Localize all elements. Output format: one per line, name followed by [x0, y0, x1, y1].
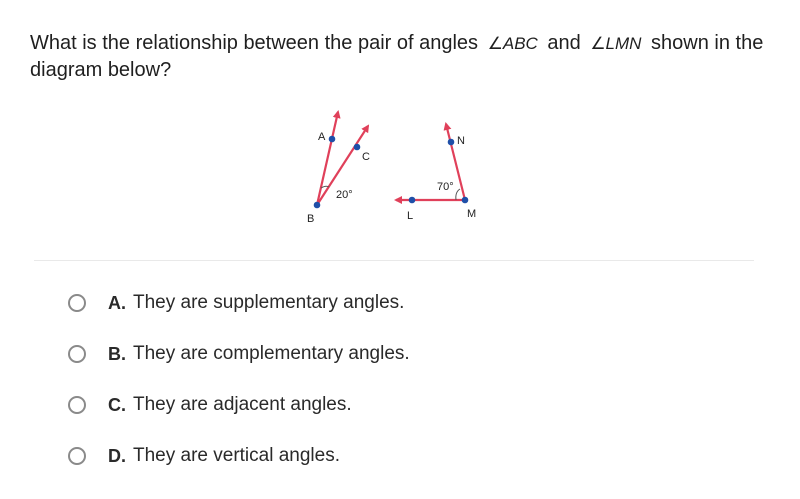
- label-l: L: [407, 210, 414, 222]
- option-a-text: They are supplementary angles.: [133, 292, 405, 313]
- point-b: [314, 202, 321, 209]
- point-m: [462, 197, 469, 204]
- option-c-letter: C.: [108, 394, 126, 415]
- option-b[interactable]: [68, 341, 410, 367]
- option-c-text: They are adjacent angles.: [133, 394, 352, 415]
- angle-abc-measure: 20°: [336, 189, 353, 201]
- angle-lmn-measure: 70°: [437, 181, 454, 193]
- option-d-text: They are vertical angles.: [133, 445, 340, 466]
- angle-diagram: [290, 108, 510, 234]
- question-part1: What is the relationship between the pair of angles: [30, 32, 479, 54]
- label-a: A: [318, 131, 326, 143]
- label-c: C: [362, 151, 370, 163]
- angle-abc-figure: [307, 112, 370, 225]
- option-a[interactable]: [68, 290, 410, 316]
- option-b-letter: B.: [108, 343, 126, 364]
- point-n: [448, 139, 455, 146]
- label-n: N: [457, 135, 465, 147]
- angle-lmn-figure: [396, 124, 476, 222]
- option-b-text: They are complementary angles.: [133, 343, 410, 364]
- radio-button-c[interactable]: [68, 396, 86, 414]
- option-c[interactable]: [68, 392, 410, 418]
- radio-button-d[interactable]: [68, 447, 86, 465]
- divider: [34, 260, 754, 261]
- angle-lmn-label: ∠LMN: [590, 34, 642, 53]
- answer-options: [68, 290, 410, 494]
- label-m: M: [467, 208, 477, 220]
- question-text: [30, 30, 770, 83]
- radio-button-a[interactable]: [68, 294, 86, 312]
- option-a-letter: A.: [108, 292, 126, 313]
- point-c: [354, 144, 361, 151]
- point-a: [329, 136, 336, 143]
- option-d-letter: D.: [108, 445, 126, 466]
- angle-lmn-arc: [456, 189, 460, 200]
- question-and: and: [547, 32, 581, 54]
- ray-ba: [317, 112, 338, 205]
- label-b: B: [307, 213, 315, 225]
- question-part2: shown in the diagram below?: [30, 32, 764, 81]
- point-l: [409, 197, 416, 204]
- angle-abc-label: ∠ABC: [487, 34, 538, 53]
- option-d[interactable]: [68, 443, 410, 469]
- radio-button-b[interactable]: [68, 345, 86, 363]
